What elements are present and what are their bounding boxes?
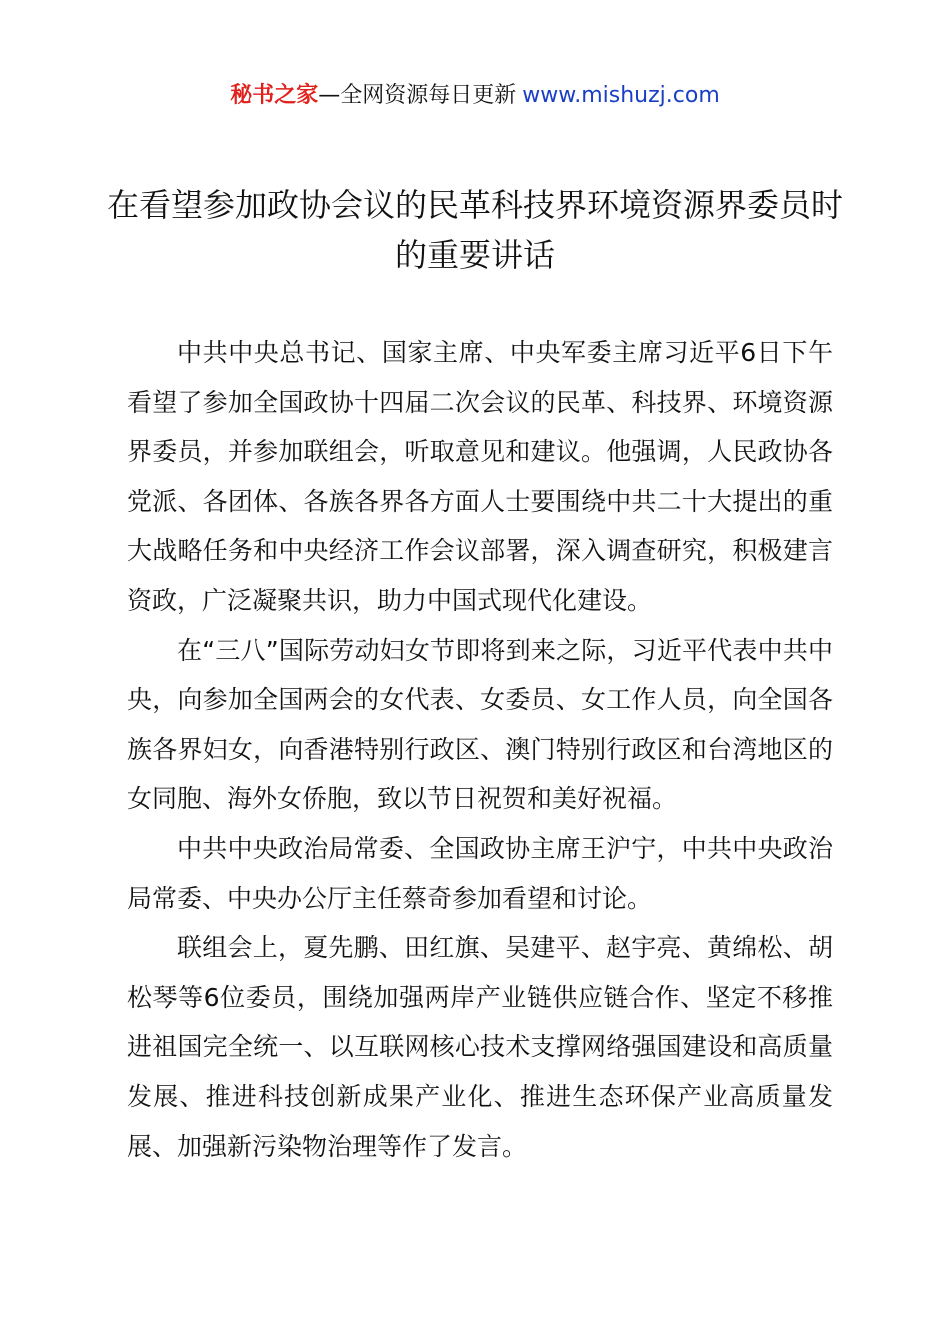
document-title: 在看望参加政协会议的民革科技界环境资源界委员时的重要讲话 xyxy=(106,186,843,274)
paragraph-2: 在“三八”国际劳动妇女节即将到来之际，习近平代表中共中央，向参加全国两会的女代表、女委员、女工作人员，向全国各族各界妇女，向香港特别行政区、澳门特别行政区和台湾地区的女同胞、海外女侨胞，致以节日祝贺和美好祝福。 xyxy=(127,635,833,814)
paragraph-3: 中共中央政治局常委、全国政协主席王沪宁，中共中央政治局常委、中央办公厅主任蔡奇参加看望和讨论。 xyxy=(127,833,833,913)
document-body xyxy=(127,328,833,1171)
paragraph-1: 中共中央总书记、国家主席、中央军委主席习近平6日下午看望了参加全国政协十四届二次会议的民革、科技界、环境资源界委员，并参加联组会，听取意见和建议。他强调，人民政协各党派、各团体、各族各界各方面人士要围绕中共二十大提出的重大战略任务和中央经济工作会议部署，深入调查研究，积极建言资政，广泛凝聚共识，助力中国式现代化建设。 xyxy=(127,338,833,615)
header-tagline: —全网资源每日更新 xyxy=(318,83,517,108)
paragraph-4: 联组会上，夏先鹏、田红旗、吴建平、赵宇亮、黄绵松、胡松琴等6位委员，围绕加强两岸产业链供应链合作、坚定不移推进祖国完全统一、以互联网核心技术支撑网络强国建设和高质量发展、推进科技创新成果产业化、推进生态环保产业高质量发展、加强新污染物治理等作了发言。 xyxy=(127,933,833,1161)
brand-name: 秘书之家 xyxy=(230,83,319,108)
site-url-link[interactable]: www.mishuzj.com xyxy=(522,83,720,108)
site-header xyxy=(0,80,950,112)
